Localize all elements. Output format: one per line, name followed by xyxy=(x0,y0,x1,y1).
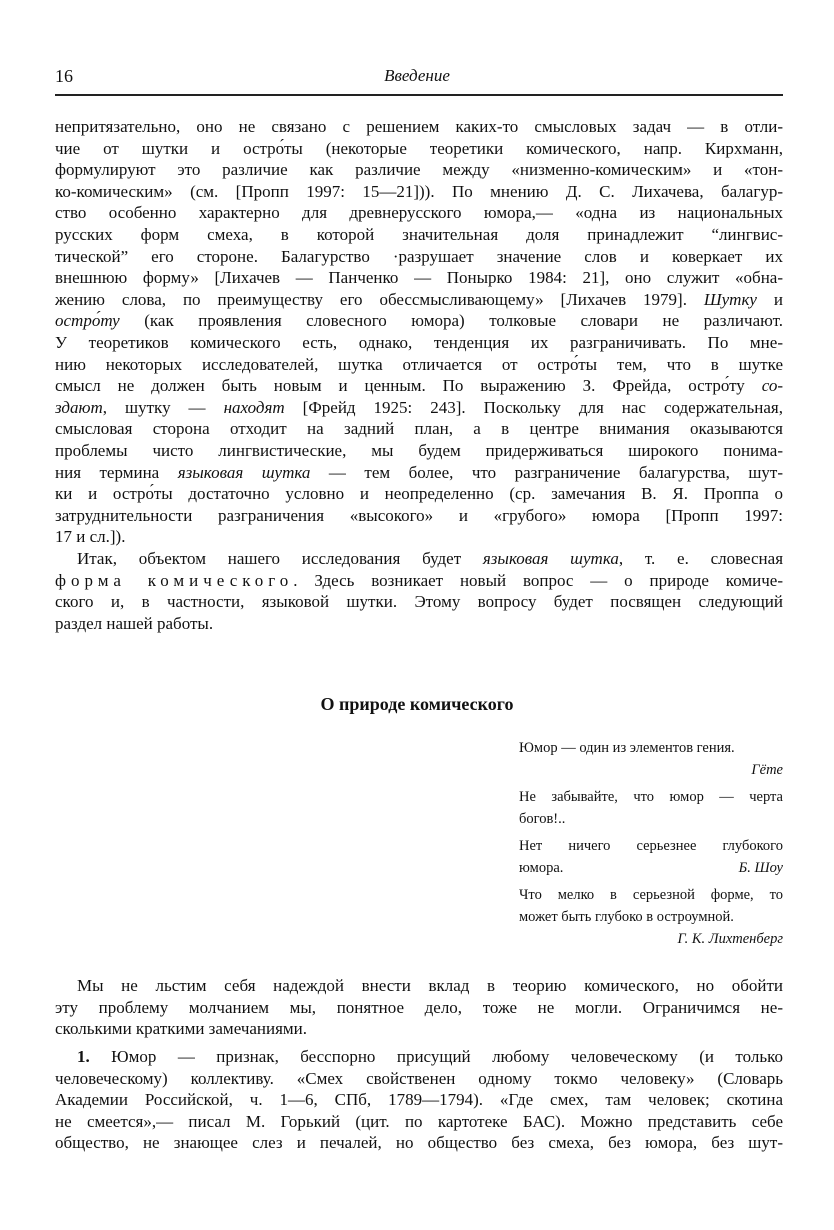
text-segment: [Фрейд 1925: 243]. Поскольку для нас содержательная, xyxy=(284,397,783,417)
text-segment: ко-комическим» (см. [Пропп 1997: 15—21])). По мнению Д. С. Лихачева, балагур- xyxy=(55,181,783,201)
text-segment: проблемы чисто лингвистические, мы будем придерживаться широкого понима- xyxy=(55,440,783,460)
text-segment: Академии Российской, ч. 1—6, СПб, 1789—1794). «Где смех, там человек; скотина xyxy=(55,1090,783,1110)
text-segment: человеческому) коллективу. «Смех свойственен одному токмо человеку» (Словарь xyxy=(55,1068,783,1088)
epigraph-text: юмора. xyxy=(519,860,564,876)
text-line xyxy=(55,1089,783,1111)
text-segment: смысл не должен быть новым и ценным. По выражению З. Фрейда, остро́ту xyxy=(55,376,762,396)
text-line xyxy=(55,1068,783,1090)
epigraph-text: Юмор — один из элементов гения. xyxy=(519,740,735,756)
paragraph xyxy=(55,1046,783,1154)
text-segment: , т. е. словесная xyxy=(618,549,783,568)
text-line xyxy=(55,505,783,527)
text-line xyxy=(55,224,783,246)
text-line xyxy=(55,570,783,592)
italic-text: здают xyxy=(55,397,103,417)
text-line xyxy=(55,997,783,1019)
epigraph xyxy=(519,737,783,781)
italic-text: языковая шутка xyxy=(482,549,619,568)
paragraph xyxy=(55,548,783,634)
epigraph-line xyxy=(519,737,783,759)
text-line xyxy=(55,202,783,224)
text-segment: Мы не льстим себя надеждой внести вклад в теорию комического, но обойти xyxy=(77,976,783,995)
epigraph xyxy=(519,884,783,950)
italic-text: находят xyxy=(223,397,285,417)
text-segment: ство особенно характерно для древнерусского юмора,— «одна из национальных xyxy=(55,203,783,223)
text-segment: раздел нашей работы. xyxy=(55,613,214,633)
text-line xyxy=(55,375,783,397)
text-line xyxy=(55,1111,783,1133)
epigraph-text: может быть глубоко в остроумной. xyxy=(519,909,734,925)
epigraph xyxy=(519,835,783,879)
text-line xyxy=(55,462,783,484)
text-segment: ского и, в частности, языковой шутки. Этому вопросу будет посвящен следующий xyxy=(55,592,783,612)
epigraph-line xyxy=(519,857,783,879)
text-line xyxy=(55,591,783,613)
text-segment: ки и остро́ты достаточно условно и неопределенно (ср. замечания В. Я. Проппа о xyxy=(55,484,783,504)
running-title: Введение xyxy=(384,66,450,85)
text-line xyxy=(55,483,783,505)
text-line xyxy=(55,440,783,462)
text-line xyxy=(55,310,783,332)
text-segment: тической” его стороне. Балагурство ·разрушает значение слов и коверкает их xyxy=(55,246,783,266)
page-number: 16 xyxy=(55,66,73,86)
text-segment: жению слова, по преимуществу его обессмысливающему» [Лихачев 1979]. xyxy=(55,289,704,309)
text-segment: нию некоторых исследователей, шутка отличается от остро́ты тем, что в шутке xyxy=(55,354,783,374)
epigraph-text: Не забывайте, что юмор — черта xyxy=(519,789,783,805)
text-segment: , шутку — xyxy=(102,397,224,417)
section-heading: О природе комического xyxy=(320,694,514,714)
italic-text: Шутку xyxy=(703,289,757,309)
text-segment: Юмор — признак, бесспорно присущий любому человеческому (и только xyxy=(89,1047,783,1066)
text-segment: эту проблему молчанием мы, понятное дело, тоже не могли. Ограничимся не- xyxy=(55,997,783,1017)
epigraph-line xyxy=(519,786,783,808)
text-line xyxy=(55,613,783,635)
text-line xyxy=(55,267,783,289)
text-segment: Итак, объектом нашего исследования будет xyxy=(77,549,483,568)
text-line xyxy=(55,116,783,138)
text-line xyxy=(55,397,783,419)
text-line xyxy=(55,1046,783,1068)
epigraph-author: Гёте xyxy=(751,762,783,778)
text-segment: (как проявления словесного юмора) толковые словари не различают. xyxy=(119,311,783,331)
text-segment: чие от шутки и остро́ты (некоторые теоретики комического, напр. Кирхманн, xyxy=(55,138,783,158)
text-line xyxy=(55,526,783,548)
text-line xyxy=(55,289,783,311)
italic-text: со- xyxy=(761,376,783,396)
text-segment: не смеется»,— писал М. Горький (цит. по картотеке БАС). Можно представить себе xyxy=(55,1111,783,1131)
text-line xyxy=(55,975,783,997)
text-line xyxy=(55,181,783,203)
text-line xyxy=(55,246,783,268)
text-line xyxy=(55,159,783,181)
spaced-text: форма комического xyxy=(55,570,294,590)
text-segment: непритязательно, оно не связано с решением каких-то смысловых задач — в отли- xyxy=(55,117,783,136)
epigraphs xyxy=(519,737,783,955)
text-segment: 1. xyxy=(77,1047,90,1066)
text-segment: затруднительности разграничения «высокого» и «грубого» юмора [Пропп 1997: xyxy=(55,505,783,525)
text-line xyxy=(55,418,783,440)
text-segment: У теоретиков комического есть, однако, тенденция их разграничивать. По мне- xyxy=(55,332,783,352)
epigraph-text: Что мелко в серьезной форме, то xyxy=(519,887,783,903)
epigraph-line xyxy=(519,808,783,830)
text-segment: ния термина xyxy=(55,462,178,482)
text-segment: — тем более, что разграничение балагурства, шут- xyxy=(310,462,783,482)
text-line xyxy=(55,138,783,160)
text-line xyxy=(55,354,783,376)
text-line xyxy=(55,1132,783,1154)
text-line xyxy=(55,1018,783,1040)
text-segment: русских форм смеха, в которой значительная доля принадлежит “лингвис- xyxy=(55,224,783,244)
header-rule xyxy=(55,94,783,96)
paragraph xyxy=(55,116,783,548)
text-segment: 17 и сл.]). xyxy=(55,527,126,547)
text-segment: формулируют это различие как различие между «низменно-комическим» и «тон- xyxy=(55,160,783,180)
epigraph-line xyxy=(519,835,783,857)
epigraph xyxy=(519,786,783,830)
epigraph-line xyxy=(519,884,783,906)
paragraph xyxy=(55,975,783,1040)
text-line xyxy=(55,332,783,354)
text-segment: и xyxy=(756,289,783,309)
epigraph-text: Нет ничего серьезнее глубокого xyxy=(519,838,783,854)
text-segment: смысловая сторона отходит на задний план, а в центре внимания оказываются xyxy=(55,419,783,439)
epigraph-author: Б. Шоу xyxy=(738,860,783,876)
epigraph-line xyxy=(519,906,783,928)
epigraph-author: Г. К. Лихтенберг xyxy=(677,931,783,947)
text-line xyxy=(55,548,783,570)
epigraph-text: богов!.. xyxy=(519,811,566,827)
italic-text: остро́ту xyxy=(55,311,120,331)
text-segment: . Здесь возникает новый вопрос — о природе комиче- xyxy=(293,570,783,590)
italic-text: языковая шутка xyxy=(177,462,311,482)
text-segment: общество, не знающее слез и печалей, но общество без смеха, без юмора, без шут- xyxy=(55,1133,783,1153)
text-segment: внешнюю форму» [Лихачев — Панченко — Понырко 1984: 21], оно служит «обна- xyxy=(55,268,783,288)
text-segment: сколькими краткими замечаниями. xyxy=(55,1019,308,1039)
